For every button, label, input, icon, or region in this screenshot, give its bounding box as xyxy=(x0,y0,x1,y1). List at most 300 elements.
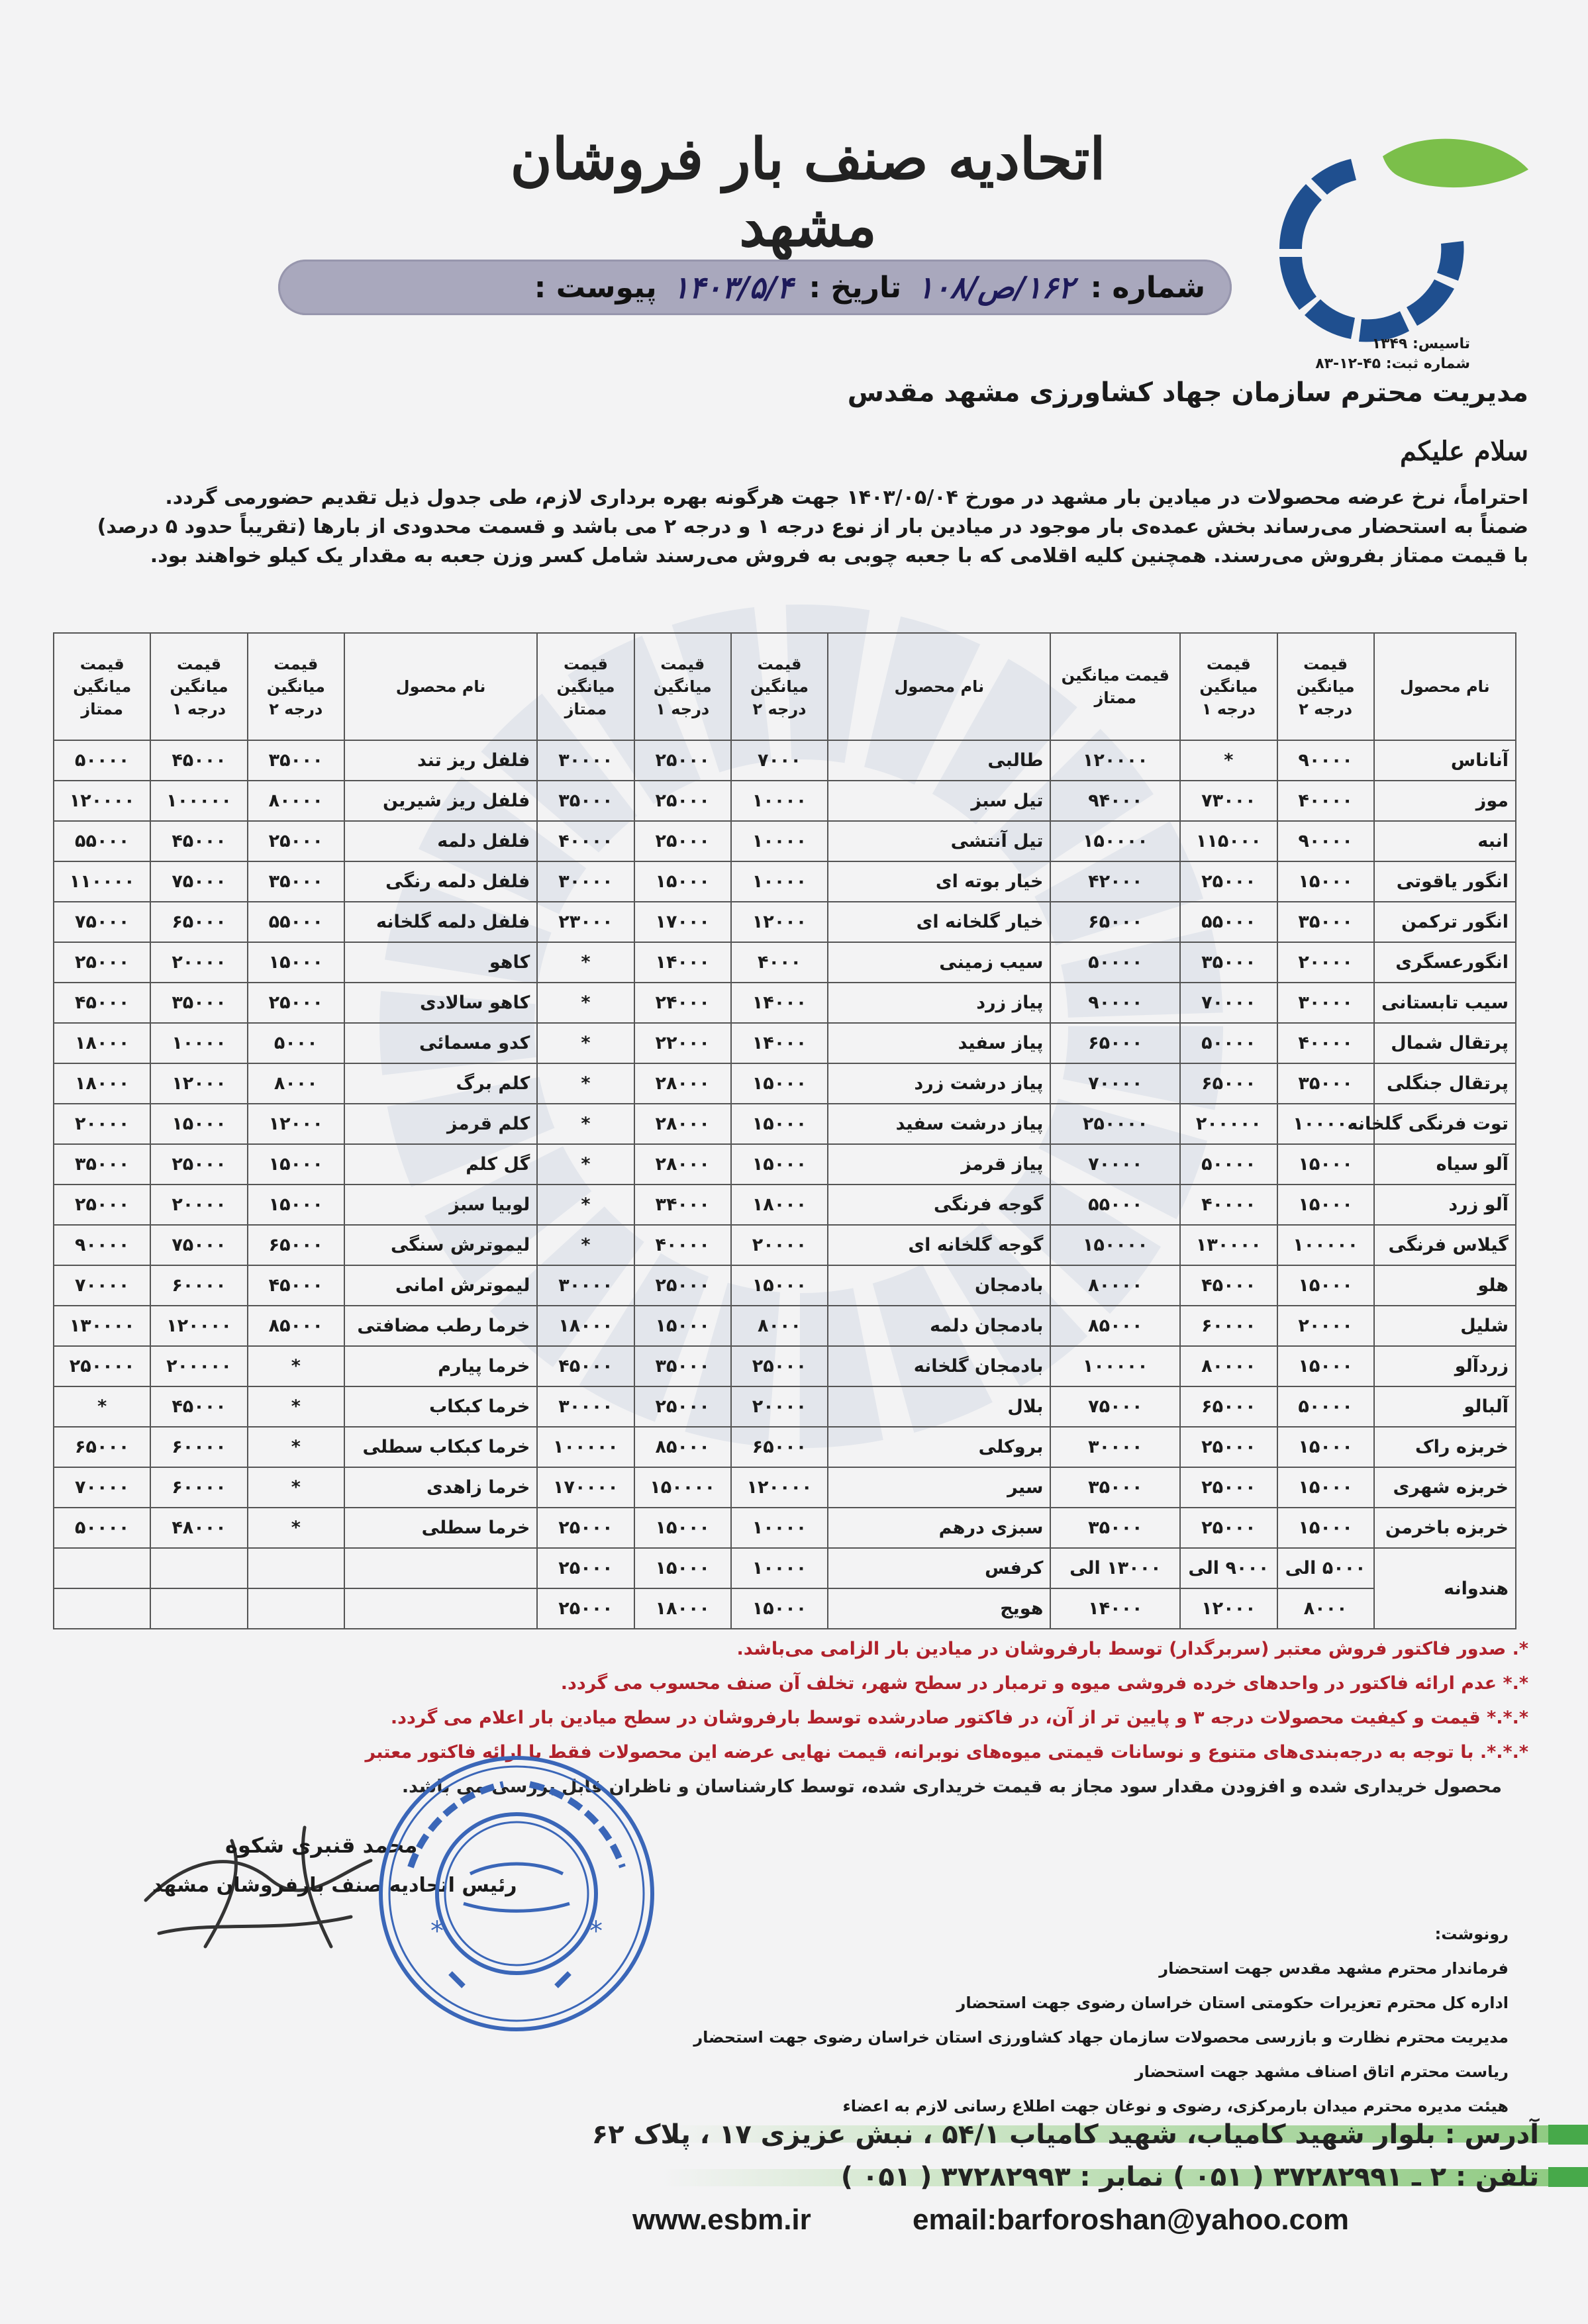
signatory-name: محمد قنبری شکوه xyxy=(225,1833,418,1858)
product-name-cell: انگور ترکمن xyxy=(1374,902,1516,942)
product-name-cell: پیاز درشت زرد xyxy=(828,1063,1050,1104)
signatory-title: رئیس اتحادیه صنف بارفروشان مشهد xyxy=(152,1874,517,1897)
product-name-cell: تیل سبز xyxy=(828,781,1050,821)
premium-price-cell: ۳۰۰۰۰ xyxy=(537,1386,634,1427)
grade1-price-cell: ۳۵۰۰۰ xyxy=(1180,942,1277,983)
grade1-price-cell: ۱۲۰۰۰ xyxy=(150,1063,247,1104)
premium-price-cell: ۷۰۰۰۰ xyxy=(54,1467,150,1508)
grade1-price-cell: ۴۰۰۰۰ xyxy=(634,1225,731,1265)
table-row xyxy=(54,1467,1516,1508)
established-year: تاسیس: ۱۳۴۹ xyxy=(1371,336,1470,352)
price-table xyxy=(53,632,1516,1629)
product-name-cell: فلفل دلمه گلخانه xyxy=(344,902,537,942)
grade1-price-cell: ۲۸۰۰۰ xyxy=(634,1144,731,1185)
grade2-price-cell: ۲۰۰۰۰ xyxy=(1277,1306,1374,1346)
premium-price-cell: ۱۲۰۰۰۰ xyxy=(54,781,150,821)
grade2-price-cell: ۵۵۰۰۰ xyxy=(248,902,344,942)
grade1-price-cell: ۲۵۰۰۰ xyxy=(1180,861,1277,902)
product-name-cell: هلو xyxy=(1374,1265,1516,1306)
product-name-cell: فلفل دلمه رنگی xyxy=(344,861,537,902)
footer-accent xyxy=(1548,2167,1588,2187)
grade2-price-cell: ۱۵۰۰۰ xyxy=(1277,861,1374,902)
product-name-cell: سبزی درهم xyxy=(828,1508,1050,1548)
grade1-price-cell: ۴۵۰۰۰ xyxy=(150,740,247,781)
grade2-price-cell: ۱۵۰۰۰ xyxy=(731,1265,828,1306)
copies-heading: رونوشت: xyxy=(1434,1925,1509,1943)
premium-price-cell: ۵۵۰۰۰ xyxy=(54,821,150,861)
official-stamp-icon xyxy=(371,1748,662,2039)
premium-price-cell: * xyxy=(537,1144,634,1185)
premium-price-cell: ۸۰۰۰۰ xyxy=(1050,1265,1180,1306)
note-line: محصول خریداری شده و افزودن مقدار سود مجاز به قیمت خریداری شده، توسط کارشناسان و ناظران قابل بررسی می باشد. xyxy=(401,1776,1502,1797)
premium-price-cell: ۹۴۰۰۰ xyxy=(1050,781,1180,821)
header-grade2: قیمت میانگین درجه ۲ xyxy=(248,633,344,740)
empty-cell xyxy=(54,1588,150,1629)
product-name-cell: آلبالو xyxy=(1374,1386,1516,1427)
grade1-price-cell: ۱۵۰۰۰۰ xyxy=(634,1467,731,1508)
grade1-price-cell: ۲۵۰۰۰ xyxy=(634,821,731,861)
premium-price-cell: ۶۵۰۰۰ xyxy=(1050,1023,1180,1063)
email-link[interactable]: email:barforoshan@yahoo.com xyxy=(913,2203,1350,2236)
premium-price-cell: ۱۵۰۰۰۰ xyxy=(1050,821,1180,861)
product-name-cell: لیموترش امانی xyxy=(344,1265,537,1306)
premium-price-cell: ۱۱۰۰۰۰ xyxy=(54,861,150,902)
grade2-price-cell: ۲۵۰۰۰ xyxy=(248,983,344,1023)
premium-price-cell: ۱۰۰۰۰۰ xyxy=(537,1427,634,1467)
empty-cell xyxy=(248,1588,344,1629)
grade1-price-cell: ۷۳۰۰۰ xyxy=(1180,781,1277,821)
grade2-price-cell: ۴۰۰۰۰ xyxy=(1277,781,1374,821)
empty-cell xyxy=(344,1588,537,1629)
grade2-price-cell: ۱۵۰۰۰ xyxy=(1277,1467,1374,1508)
product-name-cell: کلم قرمز xyxy=(344,1104,537,1144)
table-row xyxy=(54,1063,1516,1104)
grade2-price-cell: ۱۵۰۰۰ xyxy=(731,1588,828,1629)
grade1-price-cell: ۴۵۰۰۰ xyxy=(150,821,247,861)
product-name-cell: هویج xyxy=(828,1588,1050,1629)
grade2-price-cell: ۱۵۰۰۰ xyxy=(1277,1508,1374,1548)
grade2-price-cell: ۵۰۰۰ xyxy=(248,1023,344,1063)
grade2-price-cell: ۱۵۰۰۰ xyxy=(731,1104,828,1144)
premium-price-cell: ۱۸۰۰۰ xyxy=(54,1063,150,1104)
premium-price-cell: ۵۰۰۰۰ xyxy=(54,1508,150,1548)
grade2-price-cell: ۱۵۰۰۰ xyxy=(248,942,344,983)
grade1-price-cell: ۸۵۰۰۰ xyxy=(634,1427,731,1467)
product-name-cell: کاهو سالادی xyxy=(344,983,537,1023)
grade1-price-cell: ۲۵۰۰۰ xyxy=(634,1386,731,1427)
premium-price-cell: ۱۰۰۰۰۰ xyxy=(1050,1346,1180,1386)
grade2-price-cell: ۱۴۰۰۰ xyxy=(731,983,828,1023)
grade1-price-cell: ۲۰۰۰۰۰ xyxy=(150,1346,247,1386)
product-name-cell: پیاز قرمز xyxy=(828,1144,1050,1185)
header-premium: قیمت میانگین ممتاز xyxy=(537,633,634,740)
product-name-cell: توت فرنگی گلخانه xyxy=(1374,1104,1516,1144)
table-row xyxy=(54,1144,1516,1185)
grade2-price-cell: ۳۵۰۰۰ xyxy=(248,740,344,781)
premium-price-cell: ۲۵۰۰۰۰ xyxy=(1050,1104,1180,1144)
product-name-cell: خرما پیارم xyxy=(344,1346,537,1386)
header-grade2: قیمت میانگین درجه ۲ xyxy=(731,633,828,740)
grade2-price-cell: ۱۲۰۰۰۰ xyxy=(731,1467,828,1508)
premium-price-cell: ۴۲۰۰۰ xyxy=(1050,861,1180,902)
table-row xyxy=(54,1225,1516,1265)
grade1-price-cell: ۶۰۰۰۰ xyxy=(1180,1306,1277,1346)
premium-price-cell: ۲۵۰۰۰ xyxy=(54,942,150,983)
table-row xyxy=(54,1346,1516,1386)
premium-price-cell: ۴۰۰۰۰ xyxy=(537,821,634,861)
union-title: اتحادیه صنف بار فروشان مشهد xyxy=(510,126,1106,260)
grade1-price-cell: ۴۸۰۰۰ xyxy=(150,1508,247,1548)
premium-price-cell: ۲۵۰۰۰ xyxy=(54,1185,150,1225)
table-row xyxy=(54,983,1516,1023)
product-name-cell: سیب تابستانی xyxy=(1374,983,1516,1023)
grade2-price-cell: ۹۰۰۰۰ xyxy=(1277,740,1374,781)
table-row xyxy=(54,1306,1516,1346)
grade1-price-cell: * xyxy=(1180,740,1277,781)
product-name-cell: پرتقال جنگلی xyxy=(1374,1063,1516,1104)
product-name-cell: خربزه باخرمن xyxy=(1374,1508,1516,1548)
product-name-cell: سیب زمینی xyxy=(828,942,1050,983)
product-name-cell: پیاز درشت سفید xyxy=(828,1104,1050,1144)
product-name-cell: لیموترش سنگی xyxy=(344,1225,537,1265)
grade1-price-cell: ۱۸۰۰۰ xyxy=(634,1588,731,1629)
premium-price-cell: ۱۳۰۰۰۰ xyxy=(54,1306,150,1346)
grade2-price-cell: ۱۲۰۰۰ xyxy=(248,1104,344,1144)
premium-price-cell: ۱۷۰۰۰۰ xyxy=(537,1467,634,1508)
table-row xyxy=(54,861,1516,902)
product-name-cell: موز xyxy=(1374,781,1516,821)
premium-price-cell: ۱۸۰۰۰ xyxy=(54,1023,150,1063)
premium-price-cell: ۳۵۰۰۰ xyxy=(54,1144,150,1185)
grade2-price-cell: ۱۸۰۰۰ xyxy=(731,1185,828,1225)
grade2-price-cell: ۸۰۰۰ xyxy=(731,1306,828,1346)
established-info xyxy=(1298,334,1470,374)
header-grade1: قیمت میانگین درجه ۱ xyxy=(150,633,247,740)
grade2-price-cell: ۴۰۰۰ xyxy=(731,942,828,983)
table-header-row xyxy=(54,633,1516,740)
grade2-price-cell: ۳۵۰۰۰ xyxy=(1277,1063,1374,1104)
product-name-cell: گیلاس فرنگی xyxy=(1374,1225,1516,1265)
grade1-price-cell: ۴۵۰۰۰ xyxy=(1180,1265,1277,1306)
address-text: آدرس : بلوار شهید کامیاب، شهید کامیاب ۵۴/۱ ، نبش عزیزی ۱۷ ، پلاک ۶۲ xyxy=(591,2119,1539,2150)
copy-item: اداره کل محترم تعزیرات حکومتی استان خراسان رضوی جهت استحضار xyxy=(956,1994,1509,2012)
premium-price-cell: ۴۵۰۰۰ xyxy=(537,1346,634,1386)
grade2-price-cell: ۱۵۰۰۰ xyxy=(731,1063,828,1104)
grade2-price-cell: ۱۰۰۰۰۰ xyxy=(1277,1225,1374,1265)
grade2-price-cell: ۳۰۰۰۰ xyxy=(1277,983,1374,1023)
table-row xyxy=(54,781,1516,821)
table-row xyxy=(54,1265,1516,1306)
premium-price-cell: * xyxy=(537,1225,634,1265)
product-name-cell: بادمجان گلخانه xyxy=(828,1346,1050,1386)
grade2-price-cell: ۱۲۰۰۰ xyxy=(731,902,828,942)
premium-price-cell: ۳۰۰۰۰ xyxy=(537,861,634,902)
reference-bar xyxy=(278,260,1232,315)
grade2-price-cell: ۱۵۰۰۰ xyxy=(248,1185,344,1225)
premium-price-cell: ۵۰۰۰۰ xyxy=(1050,942,1180,983)
greeting: سلام علیکم xyxy=(1400,436,1528,467)
product-name-cell: فلفل ریز شیرین xyxy=(344,781,537,821)
copy-item: ریاست محترم اتاق اصناف مشهد جهت استحضار xyxy=(1134,2062,1509,2081)
grade2-price-cell: ۱۰۰۰۰ xyxy=(731,1548,828,1588)
grade1-price-cell: ۶۰۰۰۰ xyxy=(150,1265,247,1306)
premium-price-cell: ۱۴۰۰۰ xyxy=(1050,1588,1180,1629)
product-name-cell: سیر xyxy=(828,1467,1050,1508)
grade1-price-cell: ۱۱۵۰۰۰ xyxy=(1180,821,1277,861)
premium-price-cell: ۳۰۰۰۰ xyxy=(537,740,634,781)
header-premium: قیمت میانگین ممتاز xyxy=(54,633,150,740)
table-row xyxy=(54,740,1516,781)
note-line: *. صدور فاکتور فروش معتبر (سربرگدار) توسط بارفروشان در میادین بار الزامی می‌باشد. xyxy=(736,1639,1528,1659)
empty-cell xyxy=(248,1548,344,1588)
premium-price-cell: * xyxy=(537,1104,634,1144)
letter-body xyxy=(58,483,1528,571)
premium-price-cell: ۳۵۰۰۰ xyxy=(1050,1508,1180,1548)
product-name-cell: خیار گلخانه ای xyxy=(828,902,1050,942)
grade2-price-cell: ۳۵۰۰۰ xyxy=(248,861,344,902)
table-row xyxy=(54,1548,1516,1588)
product-name-cell: خیار بوته ای xyxy=(828,861,1050,902)
table-row xyxy=(54,902,1516,942)
grade1-price-cell: ۷۵۰۰۰ xyxy=(150,861,247,902)
product-name-cell: گوجه فرنگی xyxy=(828,1185,1050,1225)
product-name-cell: پرتقال شمال xyxy=(1374,1023,1516,1063)
grade1-price-cell: ۲۴۰۰۰ xyxy=(634,983,731,1023)
grade1-price-cell: ۲۲۰۰۰ xyxy=(634,1023,731,1063)
grade2-price-cell: ۸۰۰۰ xyxy=(248,1063,344,1104)
grade1-price-cell: ۱۲۰۰۰ xyxy=(1180,1588,1277,1629)
website-link[interactable]: www.esbm.ir xyxy=(632,2203,811,2236)
grade1-price-cell: ۱۰۰۰۰ xyxy=(150,1023,247,1063)
grade2-price-cell: ۴۵۰۰۰ xyxy=(248,1265,344,1306)
premium-price-cell: * xyxy=(537,1185,634,1225)
grade1-price-cell: ۶۵۰۰۰ xyxy=(1180,1063,1277,1104)
product-name-cell: خرما کبکاب سطلی xyxy=(344,1427,537,1467)
grade2-price-cell: ۲۵۰۰۰ xyxy=(248,821,344,861)
premium-price-cell: ۱۳۰۰۰ الی xyxy=(1050,1548,1180,1588)
premium-price-cell: ۹۰۰۰۰ xyxy=(1050,983,1180,1023)
footer-address xyxy=(592,2117,1588,2152)
grade2-price-cell: ۵۰۰۰۰ xyxy=(1277,1386,1374,1427)
grade1-price-cell: ۲۰۰۰۰ xyxy=(150,1185,247,1225)
grade1-price-cell: ۶۵۰۰۰ xyxy=(1180,1386,1277,1427)
premium-price-cell: * xyxy=(54,1386,150,1427)
premium-price-cell: ۸۵۰۰۰ xyxy=(1050,1306,1180,1346)
grade1-price-cell: ۷۵۰۰۰ xyxy=(150,1225,247,1265)
product-name-cell: فلفل ریز تند xyxy=(344,740,537,781)
grade1-price-cell: ۱۳۰۰۰۰ xyxy=(1180,1225,1277,1265)
grade2-price-cell: ۸۰۰۰ xyxy=(1277,1588,1374,1629)
product-name-cell: گوجه گلخانه ای xyxy=(828,1225,1050,1265)
product-name-cell: پیاز سفید xyxy=(828,1023,1050,1063)
grade2-price-cell: ۹۰۰۰۰ xyxy=(1277,821,1374,861)
grade1-price-cell: ۲۵۰۰۰ xyxy=(1180,1427,1277,1467)
svg-text:*: * xyxy=(589,1916,603,1947)
letter-line: ضمناً به استحضار می‌رساند بخش عمده‌ی بار موجود در میادین بار از نوع درجه ۱ و درجه ۲ می باشد و قسمت محدودی از بارها (تقریباً حدود ۵ درصد) xyxy=(97,515,1528,538)
grade2-price-cell: ۲۰۰۰۰ xyxy=(731,1225,828,1265)
recipient: مدیریت محترم سازمان جهاد کشاورزی مشهد مقدس xyxy=(847,377,1528,408)
copy-item: فرماندار محترم مشهد مقدس جهت استحضار xyxy=(1159,1959,1509,1978)
grade1-price-cell: ۲۵۰۰۰ xyxy=(634,781,731,821)
product-name-cell: خرما زاهدی xyxy=(344,1467,537,1508)
premium-price-cell: ۹۰۰۰۰ xyxy=(54,1225,150,1265)
grade1-price-cell: ۱۵۰۰۰ xyxy=(634,861,731,902)
grade2-price-cell: ۷۰۰۰ xyxy=(731,740,828,781)
grade1-price-cell: ۲۵۰۰۰ xyxy=(634,740,731,781)
grade2-price-cell: * xyxy=(248,1386,344,1427)
grade2-price-cell: ۱۵۰۰۰ xyxy=(731,1144,828,1185)
grade1-price-cell: ۶۰۰۰۰ xyxy=(150,1467,247,1508)
grade1-price-cell: ۶۰۰۰۰ xyxy=(150,1427,247,1467)
product-name-cell: انبه xyxy=(1374,821,1516,861)
grade1-price-cell: ۱۲۰۰۰۰ xyxy=(150,1306,247,1346)
premium-price-cell: ۱۲۰۰۰۰ xyxy=(1050,740,1180,781)
product-name-cell: خرما سطلی xyxy=(344,1508,537,1548)
grade2-price-cell: ۱۰۰۰۰ xyxy=(731,781,828,821)
grade1-price-cell: ۲۰۰۰۰ xyxy=(150,942,247,983)
copy-item: مدیریت محترم نظارت و بازرسی محصولات سازمان جهاد کشاورزی استان خراسان رضوی جهت استحضار xyxy=(693,2028,1509,2047)
grade1-price-cell: ۵۰۰۰۰ xyxy=(1180,1144,1277,1185)
note-line: *.* عدم ارائه فاکتور در واحدهای خرده فروشی میوه و ترمبار در سطح شهر، تخلف آن صنف محسوب می گردد. xyxy=(560,1673,1528,1694)
product-name-cell: خرما رطب مضافتی xyxy=(344,1306,537,1346)
grade2-price-cell: ۱۵۰۰۰ xyxy=(1277,1346,1374,1386)
grade2-price-cell: ۱۵۰۰۰ xyxy=(1277,1265,1374,1306)
ref-number-value: ۱۶۲/ص/۱۰۸ xyxy=(917,269,1075,305)
grade1-price-cell: ۲۵۰۰۰ xyxy=(1180,1467,1277,1508)
premium-price-cell: ۲۵۰۰۰ xyxy=(537,1588,634,1629)
product-name-cell: زردآلو xyxy=(1374,1346,1516,1386)
header-grade1: قیمت میانگین درجه ۱ xyxy=(1180,633,1277,740)
table-row xyxy=(54,1508,1516,1548)
grade2-price-cell: ۱۰۰۰۰۰ xyxy=(1277,1104,1374,1144)
copy-item: هیئت مدیره محترم میدان بارمرکزی، رضوی و نوغان جهت اطلاع رسانی لازم به اعضاء xyxy=(842,2097,1509,2115)
product-name-cell: بادمجان xyxy=(828,1265,1050,1306)
header-grade2: قیمت میانگین درجه ۲ xyxy=(1277,633,1374,740)
table-row xyxy=(54,1386,1516,1427)
grade1-price-cell: ۴۰۰۰۰ xyxy=(1180,1185,1277,1225)
product-name-cell: تیل آنتشی xyxy=(828,821,1050,861)
grade2-price-cell: ۲۰۰۰۰ xyxy=(731,1386,828,1427)
empty-cell xyxy=(150,1588,247,1629)
grade2-price-cell: ۱۰۰۰۰ xyxy=(731,821,828,861)
header-premium: قیمت میانگین ممتاز xyxy=(1050,633,1180,740)
grade2-price-cell: * xyxy=(248,1508,344,1548)
product-name-cell: کدو مسمائی xyxy=(344,1023,537,1063)
premium-price-cell: * xyxy=(537,983,634,1023)
grade2-price-cell: ۲۵۰۰۰ xyxy=(731,1346,828,1386)
grade1-price-cell: ۲۸۰۰۰ xyxy=(634,1063,731,1104)
phone-text: تلفن : ۲ ـ ۳۷۲۸۲۹۹۱ ( ۰۵۱ ) نمابر : ۳۷۲۸۲۹۹۳ ( ۰۵۱ ) xyxy=(840,2162,1539,2192)
premium-price-cell: * xyxy=(537,1063,634,1104)
grade2-price-cell: * xyxy=(248,1346,344,1386)
premium-price-cell: ۱۵۰۰۰۰ xyxy=(1050,1225,1180,1265)
grade1-price-cell: ۲۵۰۰۰ xyxy=(1180,1508,1277,1548)
date-value: ۱۴۰۳/۵/۴ xyxy=(672,269,793,305)
premium-price-cell: ۶۵۰۰۰ xyxy=(1050,902,1180,942)
grade2-price-cell: ۲۰۰۰۰ xyxy=(1277,942,1374,983)
product-name-cell: بادمجان دلمه xyxy=(828,1306,1050,1346)
product-name-cell: شلیل xyxy=(1374,1306,1516,1346)
grade1-price-cell: ۴۵۰۰۰ xyxy=(150,1386,247,1427)
grade2-price-cell: ۵۰۰۰ الی xyxy=(1277,1548,1374,1588)
premium-price-cell: ۴۵۰۰۰ xyxy=(54,983,150,1023)
product-name-cell: کاهو xyxy=(344,942,537,983)
ref-number-label: شماره : xyxy=(1090,270,1205,305)
grade1-price-cell: ۱۵۰۰۰ xyxy=(634,1548,731,1588)
product-name-cell: هندوانه xyxy=(1374,1548,1516,1629)
copies-list xyxy=(693,1917,1509,2123)
table-row xyxy=(54,1023,1516,1063)
product-name-cell: انگور یاقوتی xyxy=(1374,861,1516,902)
grade1-price-cell: ۵۰۰۰۰ xyxy=(1180,1023,1277,1063)
grade1-price-cell: ۲۵۰۰۰ xyxy=(150,1144,247,1185)
header-grade1: قیمت میانگین درجه ۱ xyxy=(634,633,731,740)
premium-price-cell: ۲۵۰۰۰ xyxy=(537,1548,634,1588)
product-name-cell: انگورعسگری xyxy=(1374,942,1516,983)
premium-price-cell: ۶۵۰۰۰ xyxy=(54,1427,150,1467)
premium-price-cell: ۲۵۰۰۰۰ xyxy=(54,1346,150,1386)
product-name-cell: خرما کبکاب xyxy=(344,1386,537,1427)
grade1-price-cell: ۳۵۰۰۰ xyxy=(634,1346,731,1386)
attachment-label: پیوست : xyxy=(534,270,657,305)
grade2-price-cell: ۶۵۰۰۰ xyxy=(731,1427,828,1467)
grade2-price-cell: ۱۵۰۰۰ xyxy=(248,1144,344,1185)
premium-price-cell: * xyxy=(537,942,634,983)
premium-price-cell: ۷۵۰۰۰ xyxy=(1050,1386,1180,1427)
grade2-price-cell: ۶۵۰۰۰ xyxy=(248,1225,344,1265)
product-name-cell: فلفل دلمه xyxy=(344,821,537,861)
premium-price-cell: ۱۸۰۰۰ xyxy=(537,1306,634,1346)
date-label: تاریخ : xyxy=(809,270,902,305)
product-name-cell: گل کلم xyxy=(344,1144,537,1185)
grade2-price-cell: ۱۰۰۰۰ xyxy=(731,1508,828,1548)
premium-price-cell: ۳۰۰۰۰ xyxy=(537,1265,634,1306)
table-row xyxy=(54,821,1516,861)
footer-phone xyxy=(841,2160,1588,2194)
grade1-price-cell: ۱۷۰۰۰ xyxy=(634,902,731,942)
grade1-price-cell: ۲۵۰۰۰ xyxy=(634,1265,731,1306)
premium-price-cell: * xyxy=(537,1023,634,1063)
grade1-price-cell: ۶۵۰۰۰ xyxy=(150,902,247,942)
product-name-cell: آناناس xyxy=(1374,740,1516,781)
note-line: *.*.* قیمت و کیفیت محصولات درجه ۳ و پایین تر از آن، در فاکتور صادرشده توسط بارفروشان در سطح میادین بار اعلام می گردد. xyxy=(390,1708,1528,1728)
grade1-price-cell: ۸۰۰۰۰ xyxy=(1180,1346,1277,1386)
svg-text:*: * xyxy=(430,1916,444,1947)
grade2-price-cell: ۱۵۰۰۰ xyxy=(1277,1185,1374,1225)
premium-price-cell: ۵۵۰۰۰ xyxy=(1050,1185,1180,1225)
header-name: نام محصول xyxy=(344,633,537,740)
product-name-cell: کرفس xyxy=(828,1548,1050,1588)
table-row xyxy=(54,1588,1516,1629)
note-line: *.*.*. با توجه به درجه‌بندی‌های متنوع و نوسانات قیمتی میوه‌های نوبرانه، قیمت نهایی عرضه این محصولات فقط با ارائه فاکتور معتبر xyxy=(365,1742,1528,1763)
premium-price-cell: ۷۰۰۰۰ xyxy=(54,1265,150,1306)
letter-line: احتراماً، نرخ عرضه محصولات در میادین بار مشهد در مورخ ۱۴۰۳/۰۵/۰۴ جهت هرگونه بهره برداری لازم، طی جدول ذیل تقدیم حضورمی گردد. xyxy=(165,486,1528,509)
premium-price-cell: ۷۵۰۰۰ xyxy=(54,902,150,942)
grade2-price-cell: ۱۵۰۰۰ xyxy=(1277,1427,1374,1467)
premium-price-cell: ۳۵۰۰۰ xyxy=(1050,1467,1180,1508)
grade1-price-cell: ۵۵۰۰۰ xyxy=(1180,902,1277,942)
premium-price-cell: ۲۳۰۰۰ xyxy=(537,902,634,942)
grade1-price-cell: ۱۵۰۰۰ xyxy=(634,1508,731,1548)
grade1-price-cell: ۱۵۰۰۰ xyxy=(150,1104,247,1144)
product-name-cell: طالبی xyxy=(828,740,1050,781)
grade1-price-cell: ۱۴۰۰۰ xyxy=(634,942,731,983)
grade1-price-cell: ۹۰۰۰ الی xyxy=(1180,1548,1277,1588)
registration-number: شماره ثبت: ۴۵-۱۲-۸۳ xyxy=(1315,356,1470,372)
grade2-price-cell: ۳۵۰۰۰ xyxy=(1277,902,1374,942)
grade1-price-cell: ۷۰۰۰۰ xyxy=(1180,983,1277,1023)
grade1-price-cell: ۲۰۰۰۰۰ xyxy=(1180,1104,1277,1144)
